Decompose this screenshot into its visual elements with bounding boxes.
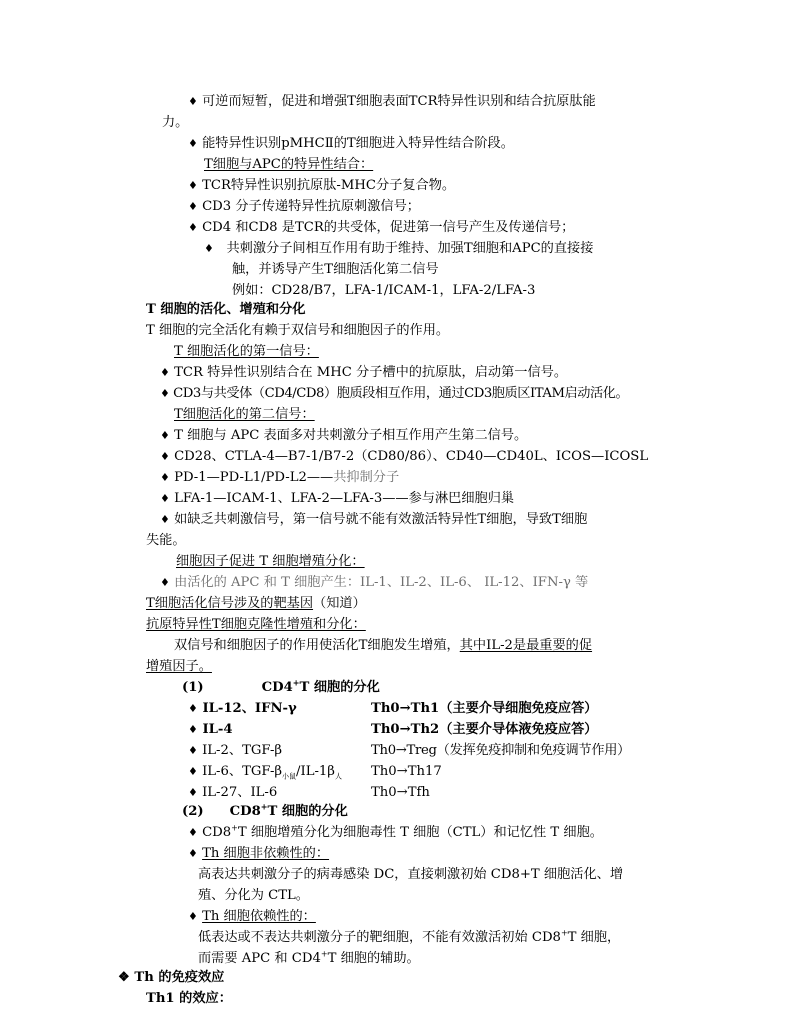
diamond-bullet-icon: ♦ bbox=[204, 242, 214, 255]
bullet-item: ♦ 如缺乏共刺激信号，第一信号就不能有效激活特异性T细胞，导致T细胞 bbox=[160, 512, 588, 527]
cd4-row-result: Th0→Th1（主要介导细胞免疫应答） bbox=[371, 701, 598, 716]
diamond-bullet-icon: ♦ bbox=[188, 744, 198, 757]
bullet-item: ♦ PD-1—PD-L1/PD-L2——共抑制分子 bbox=[160, 470, 400, 485]
sub-bullet-item: ♦ 共刺激分子间相互作用有助于维持、加强T细胞和APC的直接接 bbox=[204, 241, 594, 256]
bullet-item: ♦ T 细胞与 APC 表面多对共刺激分子相互作用产生第二信号。 bbox=[160, 428, 528, 443]
diamond-bullet-icon: ♦ bbox=[160, 387, 170, 400]
diamond-bullet-icon: ♦ bbox=[188, 137, 198, 150]
bullet-item: ♦ LFA-1—ICAM-1、LFA-2—LFA-3——参与淋巴细胞归巢 bbox=[160, 491, 515, 506]
dependent-text-continuation: 而需要 APC 和 CD4+T 细胞的辅助。 bbox=[198, 949, 420, 966]
cd4-row-result: Th0→Treg（发挥免疫抑制和免疫调节作用） bbox=[371, 743, 630, 758]
cd8-heading: (2) CD8+T 细胞的分化 bbox=[182, 801, 348, 819]
subheading-first-signal: T 细胞活化的第一信号： bbox=[174, 344, 319, 359]
subheading-cytokine: 细胞因子促进 T 细胞增殖分化： bbox=[176, 554, 365, 569]
diamond-bullet-icon: ♦ bbox=[188, 702, 198, 715]
diamond-bullet-icon: ♦ bbox=[160, 429, 170, 442]
diamond-bullet-icon: ♦ bbox=[188, 723, 198, 736]
cd4-row: ♦ IL-4 bbox=[188, 722, 233, 737]
bullet-item: ♦ TCR特异性识别抗原肽-MHC分子复合物。 bbox=[188, 178, 456, 193]
diamond-bullet-icon: ♦ bbox=[188, 95, 198, 108]
independent-text-continuation: 殖、分化为 CTL。 bbox=[198, 888, 309, 903]
diamond-bullet-icon: ♦ bbox=[188, 221, 198, 234]
diamond-bullet-icon: ♦ bbox=[188, 200, 198, 213]
bullet-item: ♦ TCR 特异性识别结合在 MHC 分子槽中的抗原肽，启动第一信号。 bbox=[160, 365, 568, 380]
diamond-bullet-icon: ♦ bbox=[188, 826, 198, 839]
subheading-apc-binding: T细胞与APC的特异性结合： bbox=[204, 157, 374, 172]
diamond-bullet-icon: ♦ bbox=[188, 910, 198, 923]
clone-text: 双信号和细胞因子的作用使活化T细胞发生增殖，其中IL-2是最重要的促 bbox=[174, 638, 593, 653]
section-title-activation: T 细胞的活化、增殖和分化 bbox=[146, 302, 306, 317]
sub-bullet-continuation: 触，并诱导产生T细胞活化第二信号 bbox=[232, 262, 439, 277]
co-inhibitory-label: 共抑制分子 bbox=[333, 470, 400, 485]
bullet-item: ♦ 能特异性识别pMHCⅡ的T细胞进入特异性结合阶段。 bbox=[188, 136, 514, 151]
cd4-row: ♦ IL-6、TGF-$\beta_{小鼠}/IL-1\beta_人$ bbox=[188, 764, 342, 781]
section-title-th-effects: ❖ Th 的免疫效应 bbox=[118, 970, 225, 985]
subheading-clone: 抗原特异性T细胞克隆性增殖和分化： bbox=[146, 617, 366, 632]
example-line: 例如：CD28/B7，LFA-1/ICAM-1，LFA-2/LFA-3 bbox=[232, 283, 536, 298]
diamond-bullet-icon: ♦ bbox=[188, 786, 198, 799]
cd4-row-result: Th0→Th2（主要介导体液免疫应答） bbox=[371, 722, 598, 737]
subheading-th1-effects: Th1 的效应： bbox=[146, 991, 232, 1006]
bullet-item: ♦ Th 细胞非依赖性的： bbox=[188, 846, 330, 861]
target-gene-line: T细胞活化信号涉及的靶基因（知道） bbox=[146, 596, 366, 611]
bullet-item: ♦ CD8+T 细胞增殖分化为细胞毒性 T 细胞（CTL）和记忆性 T 细胞。 bbox=[188, 823, 603, 840]
cd4-row: ♦ IL-2、TGF-β bbox=[188, 743, 283, 758]
diamond-bullet-icon: ♦ bbox=[188, 847, 198, 860]
diamond-bullet-icon: ♦ bbox=[160, 366, 170, 379]
bullet-item: ♦ CD3 分子传递特异性抗原刺激信号； bbox=[188, 199, 420, 214]
subheading-second-signal: T细胞活化的第二信号： bbox=[174, 407, 315, 422]
intro-text: T 细胞的完全活化有赖于双信号和细胞因子的作用。 bbox=[146, 323, 450, 338]
bullet-item: ♦ CD3与共受体（CD4/CD8）胞质段相互作用，通过CD3胞质区ITAM启动活化。 bbox=[160, 386, 629, 401]
cd4-row-result: Th0→Tfh bbox=[371, 785, 430, 800]
bullet-item: ♦ Th 细胞依赖性的： bbox=[188, 909, 316, 924]
bullet-item: ♦ 可逆而短暂，促进和增强T细胞表面TCR特异性识别和结合抗原肽能 bbox=[188, 94, 596, 109]
diamond-bullet-icon: ♦ bbox=[160, 471, 170, 484]
diamond-bullet-icon: ♦ bbox=[160, 576, 170, 589]
diamond-bullet-icon: ♦ bbox=[160, 513, 170, 526]
bullet-continuation: 失能。 bbox=[146, 533, 186, 548]
clone-text-continuation: 增殖因子。 bbox=[146, 659, 212, 674]
bullet-continuation: 力。 bbox=[162, 115, 189, 130]
cd4-row: ♦ IL-27、IL-6 bbox=[188, 785, 278, 800]
cd4-row: ♦ IL-12、IFN-γ bbox=[188, 701, 297, 716]
cd4-heading: (1) CD4+T 细胞的分化 bbox=[182, 677, 380, 695]
diamond-bullet-icon: ♦ bbox=[188, 765, 198, 778]
cd4-row-result: Th0→Th17 bbox=[371, 764, 442, 779]
diamond-bullet-icon: ♦ bbox=[160, 492, 170, 505]
independent-text: 高表达共刺激分子的病毒感染 DC，直接刺激初始 CD8+T 细胞活化、增 bbox=[198, 867, 624, 882]
bullet-item: ♦ CD4 和CD8 是TCR的共受体，促进第一信号产生及传递信号； bbox=[188, 220, 575, 235]
bullet-item: ♦ CD28、CTLA-4—B7-1/B7-2（CD80/86）、CD40—CD40L、ICOS—ICOSL bbox=[160, 449, 649, 464]
diamond-bullet-icon: ♦ bbox=[160, 450, 170, 463]
dependent-text: 低表达或不表达共刺激分子的靶细胞，不能有效激活初始 CD8+T 细胞， bbox=[198, 928, 621, 945]
diamond-bullet-icon: ♦ bbox=[188, 179, 198, 192]
bullet-item: ♦ 由活化的 APC 和 T 细胞产生：IL-1、IL-2、IL-6、 IL-12、IFN-γ 等 bbox=[160, 575, 589, 590]
section-bullet-icon: ❖ bbox=[118, 970, 130, 985]
